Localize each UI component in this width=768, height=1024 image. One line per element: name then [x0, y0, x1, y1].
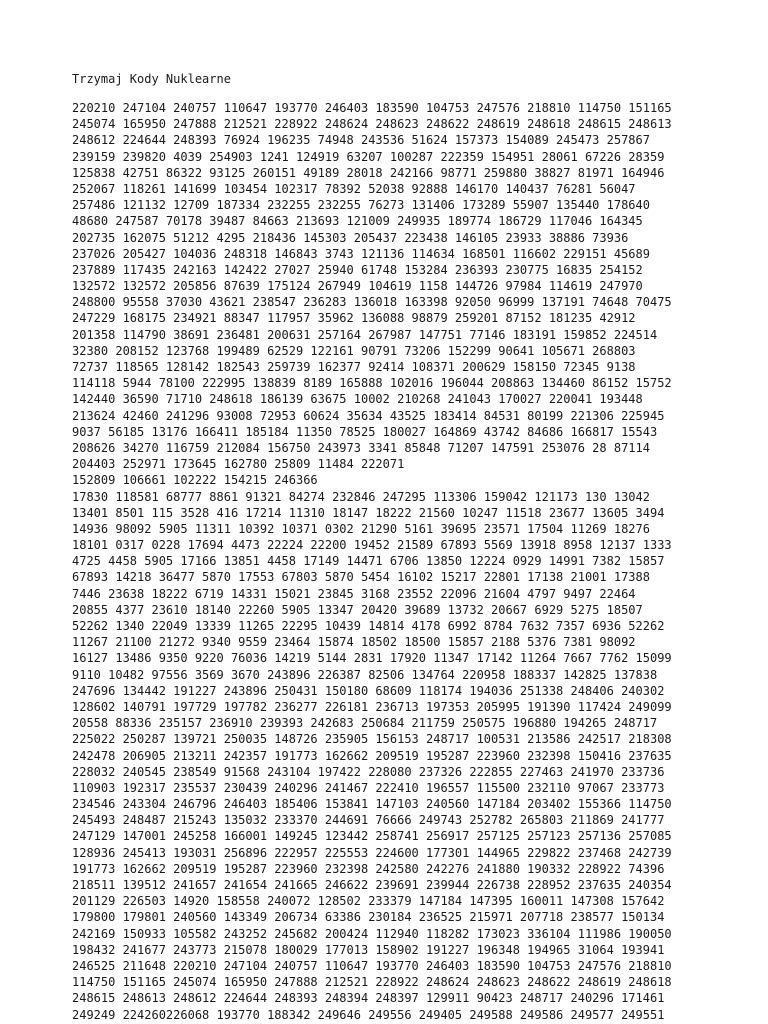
- text-line: 48680 247587 70178 39487 84663 213693 121009 249935 189774 186729 117046 164345: [72, 214, 643, 229]
- text-line: 237026 205427 104036 248318 146843 3743 121136 114634 168501 116602 229151 45689: [72, 246, 650, 261]
- text-line: 14936 98092 5905 11311 10392 10371 0302 21290 5161 39695 23571 17504 11269 18276: [72, 521, 650, 536]
- text-line: 191773 162662 209519 195287 223960 232398 242580 242276 241880 190332 228922 74396: [72, 861, 665, 876]
- text-line: 225022 250287 139721 250035 148726 235905 156153 248717 100531 213586 242517 218308: [72, 732, 672, 747]
- text-line: 72737 118565 128142 182543 259739 162377 92414 108371 200629 158150 72345 9138: [72, 360, 636, 374]
- text-line: 128936 245413 193031 256896 222957 225553 224600 177301 144965 229822 237468 242739: [72, 845, 672, 860]
- text-line: 110903 192317 235537 230439 240296 241467 222410 196557 115500 232110 97067 233773: [72, 780, 665, 795]
- text-line: 208626 34270 116759 212084 156750 243973 3341 85848 71207 147591 253076 28 87114: [72, 440, 650, 455]
- text-line: 18101 0317 0228 17694 4473 22224 22200 19452 21589 67893 5569 13918 8958 12137 1333: [72, 538, 672, 553]
- text-line: 248615 248613 248612 224644 248393 248394 248397 129911 90423 248717 240296 171461: [72, 991, 665, 1006]
- text-line: 218511 139512 241657 241654 241665 246622 239691 239944 226738 228952 237635 240354: [72, 878, 672, 892]
- text-line: 237889 117435 242163 142422 27027 25940 61748 153284 236393 230775 16835 254152: [72, 262, 643, 277]
- text-line: 201358 114790 38691 236481 200631 257164 267987 147751 77146 183191 159852 224514: [72, 327, 658, 342]
- text-line: 32380 208152 123768 199489 62529 122161 90791 73206 152299 90641 105671 268803: [72, 343, 636, 358]
- text-line: 20558 88336 235157 236910 239393 242683 250684 211759 250575 196880 194265 248717: [72, 716, 658, 731]
- text-line: 247129 147001 245258 166001 149245 123442 258741 256917 257125 257123 257136 257085: [72, 829, 672, 844]
- text-line: 52262 1340 22049 13339 11265 22295 10439 14814 4178 6992 8784 7632 7357 6936 52262: [72, 619, 665, 633]
- text-line: 198432 241677 243773 215078 180029 177013 158902 191227 196348 194965 31064 193941: [72, 942, 665, 957]
- text-line: 152809 106661 102222 154215 246366: [72, 473, 318, 488]
- text-line: 179800 179801 240560 143349 206734 63386 230184 236525 215971 207718 238577 150134: [72, 910, 665, 925]
- text-line: 20855 4377 23610 18140 22260 5905 13347 20420 39689 13732 20667 6929 5275 18507: [72, 602, 643, 617]
- text-line: 239159 239820 4039 254903 1241 124919 63207 100287 222359 154951 28061 67226 28359: [72, 149, 665, 164]
- text-line: 257486 121132 12709 187334 232255 232255 76273 131406 173289 55907 135440 178640: [72, 198, 650, 213]
- text-line: 4725 4458 5905 17166 13851 4458 17149 14471 6706 13850 12224 0929 14991 7382 15857: [72, 554, 665, 569]
- text-line: 213624 42460 241296 93008 72953 60624 35634 43525 183414 84531 80199 221306 225945: [72, 408, 665, 423]
- text-line: 242478 206905 213211 242357 191773 162662 209519 195287 223960 232398 150416 237635: [72, 748, 672, 763]
- text-line: 132572 132572 205856 87639 175124 267949 104619 1158 144726 97984 114619 247970: [72, 279, 643, 294]
- text-line: 9037 56185 13176 166411 185184 11350 78525 180027 164869 43742 84686 166817 15543: [72, 424, 658, 439]
- text-line: 247696 134442 191227 243896 250431 150180 68609 118174 194036 251338 248406 240302: [72, 683, 665, 698]
- text-line: 17830 118581 68777 8861 91321 84274 232846 247295 113306 159042 121173 130 13042: [72, 489, 650, 504]
- text-line: 16127 13486 9350 9220 76036 14219 5144 2831 17920 11347 17142 11264 7667 7762 15099: [72, 651, 672, 666]
- text-line: 13401 8501 115 3528 416 17214 11310 18147 18222 21560 10247 11518 23677 13605 3494: [72, 505, 665, 520]
- text-line: 67893 14218 36477 5870 17553 67803 5870 5454 16102 15217 22801 17138 21001 17388: [72, 570, 650, 585]
- text-line: 248800 95558 37030 43621 238547 236283 136018 163398 92050 96999 137191 74648 70475: [72, 295, 672, 310]
- text-line: 9110 10482 97556 3569 3670 243896 226387 82506 134764 220958 188337 142825 137838: [72, 667, 658, 682]
- text-line: 114750 151165 245074 165950 247888 212521 228922 248624 248623 248622 248619 248618: [72, 975, 672, 990]
- text-line: 234546 243304 246796 246403 185406 153841 147103 240560 147184 203402 155366 114750: [72, 797, 672, 812]
- text-line: 142440 36590 71710 248618 186139 63675 10002 210268 241043 170027 220041 193448: [72, 392, 643, 407]
- text-line: 220210 247104 240757 110647 193770 246403 183590 104753 247576 218810 114750 151165: [72, 101, 672, 115]
- number-listing: [72, 100, 672, 1023]
- text-line: 7446 23638 18222 6719 14331 15021 23845 3168 23552 22096 21604 4797 9497 22464: [72, 586, 636, 601]
- text-line: 201129 226503 14920 158558 240072 128502 233379 147184 147395 160011 147308 157642: [72, 894, 665, 909]
- text-line: 114118 5944 78100 222995 138839 8189 165888 102016 196044 208863 134460 86152 15752: [72, 376, 672, 391]
- document-title: Trzymaj Kody Nuklearne: [72, 72, 231, 86]
- text-line: 247229 168175 234921 88347 117957 35962 136088 98879 259201 87152 181235 42912: [72, 311, 636, 326]
- text-line: 252067 118261 141699 103454 102317 78392 52038 92888 146170 140437 76281 56047: [72, 181, 636, 196]
- text-line: 128602 140791 197729 197782 236277 226181 236713 197353 205995 191390 117424 249099: [72, 699, 672, 714]
- text-line: 245074 165950 247888 212521 228922 248624 248623 248622 248619 248618 248615 248613: [72, 117, 672, 132]
- text-line: 242169 150933 105582 243252 245682 200424 112940 118282 173023 336104 111986 190050: [72, 926, 672, 941]
- text-line: 125838 42751 86322 93125 260151 49189 28018 242166 98771 259880 38827 81971 164946: [72, 165, 665, 180]
- text-line: 204403 252971 173645 162780 25809 11484 222071: [72, 457, 405, 472]
- text-line: 228032 240545 238549 91568 243104 197422 228080 237326 222855 227463 241970 233736: [72, 764, 665, 779]
- text-line: 248612 224644 248393 76924 196235 74948 243536 51624 157373 154089 245473 257867: [72, 133, 650, 148]
- text-line: 246525 211648 220210 247104 240757 110647 193770 246403 183590 104753 247576 218810: [72, 958, 672, 973]
- text-line: 11267 21100 21272 9340 9559 23464 15874 18502 18500 15857 2188 5376 7381 98092: [72, 635, 636, 650]
- text-line: 245493 248487 215243 135032 233370 244691 76666 249743 252782 265803 211869 241777: [72, 813, 665, 828]
- text-line: 249249 224260226068 193770 188342 249646 249556 249405 249588 249586 249577 249551: [72, 1007, 665, 1022]
- text-line: 202735 162075 51212 4295 218436 145303 205437 223438 146105 23933 38886 73936: [72, 230, 629, 245]
